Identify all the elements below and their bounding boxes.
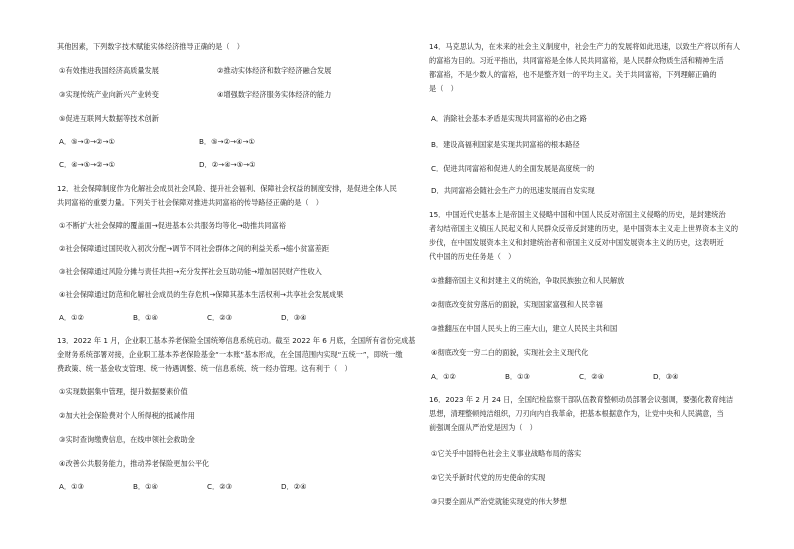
q15-stem-line-2: 者勾结帝国主义镇压人民起义和人民群众反帝反封建的历史，是中国资本主义走上世界资本主义的 (429, 224, 739, 233)
q16-stem-line-2: 思想，清理整顿纯洁组织，刀刃向内自我革命，把基本根据意作为，让党中央和人民满意，当 (429, 409, 724, 418)
q12-item-4: ④社会保障通过防范和化解社会成员的生存危机→保障其基本生活权利→共享社会发展成果 (59, 290, 344, 299)
q13-stem-line-2: 金财务系统部署对接，企业职工基本养老保险基金“一本账”基本形成，在全国范围内实现“五统一”，即统一缴 (57, 350, 403, 359)
q11-answer-d[interactable]: D．②→④→⑤→① (199, 160, 256, 169)
q13-answer-a[interactable]: A．①③ (59, 482, 84, 491)
q15-answers (431, 372, 727, 382)
q11-answer-b[interactable]: B．⑤→②→④→① (199, 137, 255, 146)
q12-answer-a[interactable]: A．①② (59, 313, 84, 322)
q14-option-c[interactable]: C．促进共同富裕和促进人的全面发展是高度统一的 (431, 164, 595, 173)
q11-stem: 其他因素，下列数字技术赋能实体经济推导正确的是（ ） (57, 42, 244, 51)
q11-answers-ab (59, 137, 255, 147)
q12-answer-c[interactable]: C．②③ (207, 313, 233, 322)
q12-item-2: ②社会保障通过国民收入初次分配→调节不同社会群体之间的利益关系→缩小贫富差距 (59, 244, 330, 253)
q12-item-3: ③社会保障通过风险分摊与责任共担→充分发挥社会互助功能→增加居民财产性收入 (59, 267, 322, 276)
q12-stem-line-1: 12．社会保障制度作为化解社会成员社会风险、提升社会福利、保障社会权益的制度安排，是促进全体人民 (57, 184, 397, 193)
q15-item-1: ①推翻帝国主义和封建主义的统治，争取民族独立和人民解放 (431, 276, 625, 285)
q11-answers-cd (59, 160, 256, 170)
q14-stem-line-1: 14．马克思认为，在未来的社会主义制度中，社会生产力的发展将如此迅速，以致生产将以所有人 (429, 42, 741, 51)
q11-item-5: ⑤促进互联网大数据等技术创新 (59, 114, 159, 123)
q16-item-1: ①它关乎中国特色社会主义事业战略布局的落实 (431, 449, 582, 458)
q13-stem-line-3: 费政策、统一基金收支管理、统一待遇调整、统一信息系统、统一经办管理。这有利于（ ） (57, 364, 352, 373)
q11-answer-c[interactable]: C．④→⑤→②→① (59, 160, 116, 169)
q13-item-3: ③实时查询缴费信息，在线申领社会救助金 (59, 435, 195, 444)
q14-option-b[interactable]: B．建设高福利国家是实现共同富裕的根本路径 (431, 140, 580, 149)
q14-option-d[interactable]: D．共同富裕会随社会生产力的迅速发展而自发实现 (431, 186, 595, 195)
q15-item-3: ③推翻压在中国人民头上的三座大山，建立人民民主共和国 (431, 324, 618, 333)
q15-stem-line-4: 代中国的历史任务是（ ） (429, 252, 516, 261)
q13-answer-d[interactable]: D．②④ (281, 482, 307, 491)
q13-answer-c[interactable]: C．②③ (207, 482, 233, 491)
q15-answer-a[interactable]: A．①② (431, 372, 456, 381)
q12-answer-d[interactable]: D．③④ (281, 313, 307, 322)
q13-answer-b[interactable]: B．①④ (133, 482, 159, 491)
q15-item-2: ②彻底改变贫穷落后的面貌，实现国家富强和人民幸福 (431, 300, 603, 309)
q11-item-4: ④增强数字经济服务实体经济的能力 (217, 90, 332, 99)
q14-stem-line-3: 都富裕，不是少数人的富裕，也不是整齐划一的平均主义。关于共同富裕，下列理解正确的 (429, 70, 717, 79)
q16-stem-line-1: 16．2023 年 2 月 24 日，全国纪检监察干部队伍教育整顿动员部署会议强调，要强化教育纯洁 (429, 395, 734, 404)
q12-stem-line-2: 共同富裕的重要力量。下列关于社会保障对推进共同富裕的传导路径正确的是（ ） (57, 198, 323, 207)
q11-item-2: ②推动实体经济和数字经济融合发展 (217, 66, 332, 75)
q15-answer-d[interactable]: D．③④ (653, 372, 679, 381)
q13-item-4: ④改善公共服务能力，推动养老保险更加公平化 (59, 459, 210, 468)
q14-stem-line-2: 的富裕为目的。习近平指出，共同富裕是全体人民共同富裕，是人民群众物质生活和精神生活 (429, 56, 724, 65)
q16-item-2: ②它关乎新时代党的历史使命的实现 (431, 473, 546, 482)
q16-stem-line-3: 前强调全面从严治党是因为（ ） (429, 423, 537, 432)
q15-answer-b[interactable]: B．①③ (505, 372, 531, 381)
q11-answer-a[interactable]: A．⑤→③→②→① (59, 137, 115, 146)
q13-item-1: ①实现数据集中管理，提升数据要素价值 (59, 387, 188, 396)
q12-item-1: ①不断扩大社会保障的覆盖面→促进基本公共服务均等化→助推共同富裕 (59, 221, 286, 230)
q15-stem-line-3: 步伐，在中国发展资本主义和封建统治者和帝国主义反对中国发展资本主义的历史，这表明近 (429, 238, 724, 247)
q14-stem-line-4: 是（ ） (429, 84, 458, 93)
q12-answers (59, 313, 355, 323)
q15-stem-line-1: 15．中国近代史基本上是帝国主义侵略中国和中国人民反对帝国主义侵略的历史，是封建统治 (429, 210, 726, 219)
q11-item-3: ③实现传统产业向新兴产业转变 (59, 90, 159, 99)
q14-option-a[interactable]: A．消除社会基本矛盾是实现共同富裕的必由之路 (431, 114, 587, 123)
q13-item-2: ②加大社会保险费对个人所得税的抵减作用 (59, 411, 195, 420)
q13-stem-line-1: 13．2022 年 1 月，企业职工基本养老保险全国统筹信息系统启动。截至 2022 年 6 月底，全国所有省份完成基 (57, 336, 416, 345)
q12-answer-b[interactable]: B．①④ (133, 313, 159, 322)
q15-answer-c[interactable]: C．②④ (579, 372, 605, 381)
q16-item-3: ③只要全面从严治党就能实现党的伟大梦想 (431, 497, 567, 506)
q11-item-1: ①有效推进我国经济高质量发展 (59, 66, 159, 75)
q13-answers (59, 482, 355, 492)
q15-item-4: ④彻底改变一穷二白的面貌，实现社会主义现代化 (431, 348, 589, 357)
